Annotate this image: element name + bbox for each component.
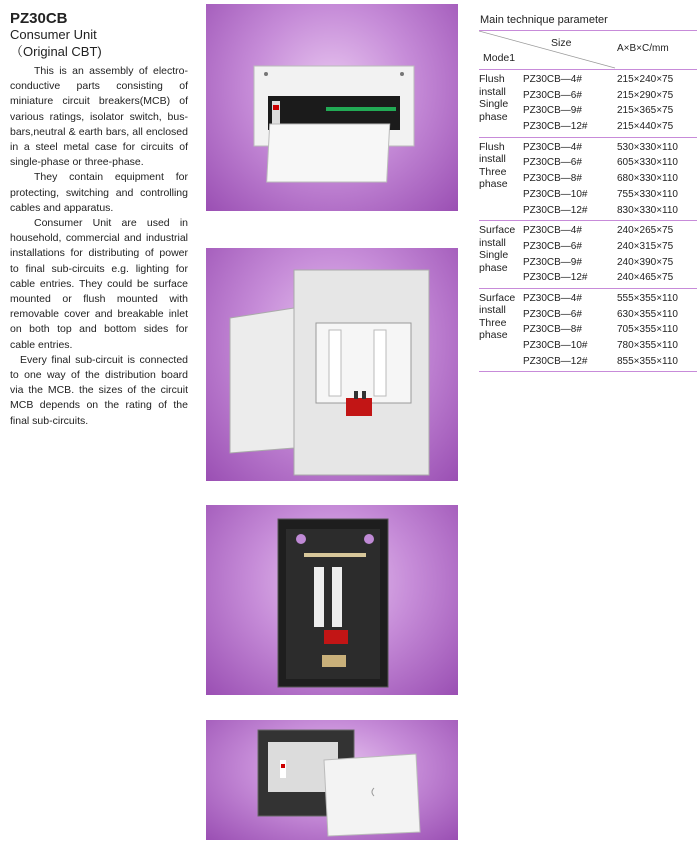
model-cell: PZ30CB—9# [523,256,582,268]
model-cell: PZ30CB—4# [523,292,582,304]
table-row [479,239,697,255]
table-row [479,103,697,119]
table-group-surface-three [479,289,697,372]
description-paragraph: Consumer Unit are used in household, commercial and industrial installations for distributing of power to final sub-circuits e.g. lighting for cable entries. They could be surface mounted or flush mounted with removable cover and breakable inlet on both top and bottom sides for cable entries. [10,217,188,351]
product-photo-flush-three [206,248,458,481]
table-row [479,307,697,323]
dims-cell: 755×330×110 [617,188,678,200]
model-cell: PZ30CB—6# [523,240,582,252]
table-row [479,291,697,307]
table-row [479,88,697,104]
model-cell: PZ30CB—10# [523,340,588,351]
group-label: Flush install Single phase [479,73,509,123]
table-row [479,223,697,239]
dims-cell: 605×330×110 [617,157,678,169]
product-origin: （Original CBT) [10,44,102,59]
model-cell: PZ30CB—10# [523,188,588,200]
product-description [10,64,188,473]
table-header [479,30,697,70]
dims-cell: 215×240×75 [617,74,674,85]
dims-cell: 780×355×110 [617,340,678,351]
dims-cell: 680×330×110 [617,173,678,185]
table-row [479,140,697,156]
model-cell: PZ30CB—9# [523,105,582,117]
dims-cell: 240×390×75 [617,256,674,268]
consumer-unit-illustration [206,720,458,840]
model-cell: PZ30CB—4# [523,141,582,153]
description-paragraph: Every final sub-circuit is connected to one way of the distribution board via the MCB. the sizes of the circuit MCB depends on the rating of the final sub-circuits. [10,353,188,427]
dims-cell: 555×355×110 [617,292,678,304]
model-cell: PZ30CB—12# [523,204,588,216]
product-photo-open-board [206,505,458,695]
model-cell: PZ30CB—12# [523,355,588,367]
group-label: Surface install Three phase [479,291,516,342]
model-cell: PZ30CB—6# [523,157,582,169]
table-row [479,72,697,88]
dims-cell: 855×355×110 [617,355,678,367]
model-cell: PZ30CB—12# [523,121,588,133]
consumer-unit-illustration [206,248,458,481]
table-row [479,338,697,354]
dims-cell: 240×465×75 [617,272,674,284]
parameters-table [479,30,697,372]
table-group-surface-single [479,221,697,289]
table-group-flush-three [479,138,697,221]
table-row [479,255,697,271]
model-cell: PZ30CB—8# [523,324,582,336]
consumer-unit-illustration [206,4,458,211]
description-paragraph: They contain equipment for protecting, switching and controlling cables and apparatus. [10,171,188,214]
dims-cell: 705×355×110 [617,324,678,336]
table-row [479,119,697,135]
product-photo-surface [206,720,458,840]
product-photo-flush-single [206,4,458,211]
table-row [479,270,697,286]
table-row [479,354,697,370]
group-label: Surface install Single phase [479,224,516,274]
parameters-title: Main technique parameter [480,14,608,26]
model-cell: PZ30CB—4# [523,225,582,237]
header-model: Mode1 [483,52,516,64]
dims-cell: 240×315×75 [617,240,674,252]
consumer-unit-illustration [206,505,458,695]
header-size: Size [551,37,572,49]
model-cell: PZ30CB—6# [523,89,582,101]
dims-cell: 215×290×75 [617,89,674,101]
table-row [479,171,697,187]
group-label: Flush install Three phase [479,140,508,191]
description-paragraph: This is an assembly of electro-conductive parts consisting of miniature circuit breakers(MCB) of various ratings, isolator switch, bus-bars,neutral & earth bars, all enclosed in a steel metal case for circuits of single-phase or three-phase. [10,65,188,169]
model-cell: PZ30CB—6# [523,308,582,320]
table-row [479,203,697,219]
table-group-flush-single [479,70,697,138]
table-row [479,155,697,171]
header-dimensions: A×B×C/mm [617,43,669,54]
dims-cell: 830×330×110 [617,204,678,216]
product-title: PZ30CB [10,10,68,27]
dims-cell: 630×355×110 [617,308,678,320]
model-cell: PZ30CB—4# [523,74,582,85]
model-cell: PZ30CB—12# [523,272,588,284]
dims-cell: 240×265×75 [617,225,674,237]
model-cell: PZ30CB—8# [523,173,582,185]
dims-cell: 215×440×75 [617,121,674,133]
product-subtitle: Consumer Unit [10,27,97,42]
dims-cell: 530×330×110 [617,141,678,153]
table-row [479,322,697,338]
dims-cell: 215×365×75 [617,105,674,117]
table-row [479,187,697,203]
